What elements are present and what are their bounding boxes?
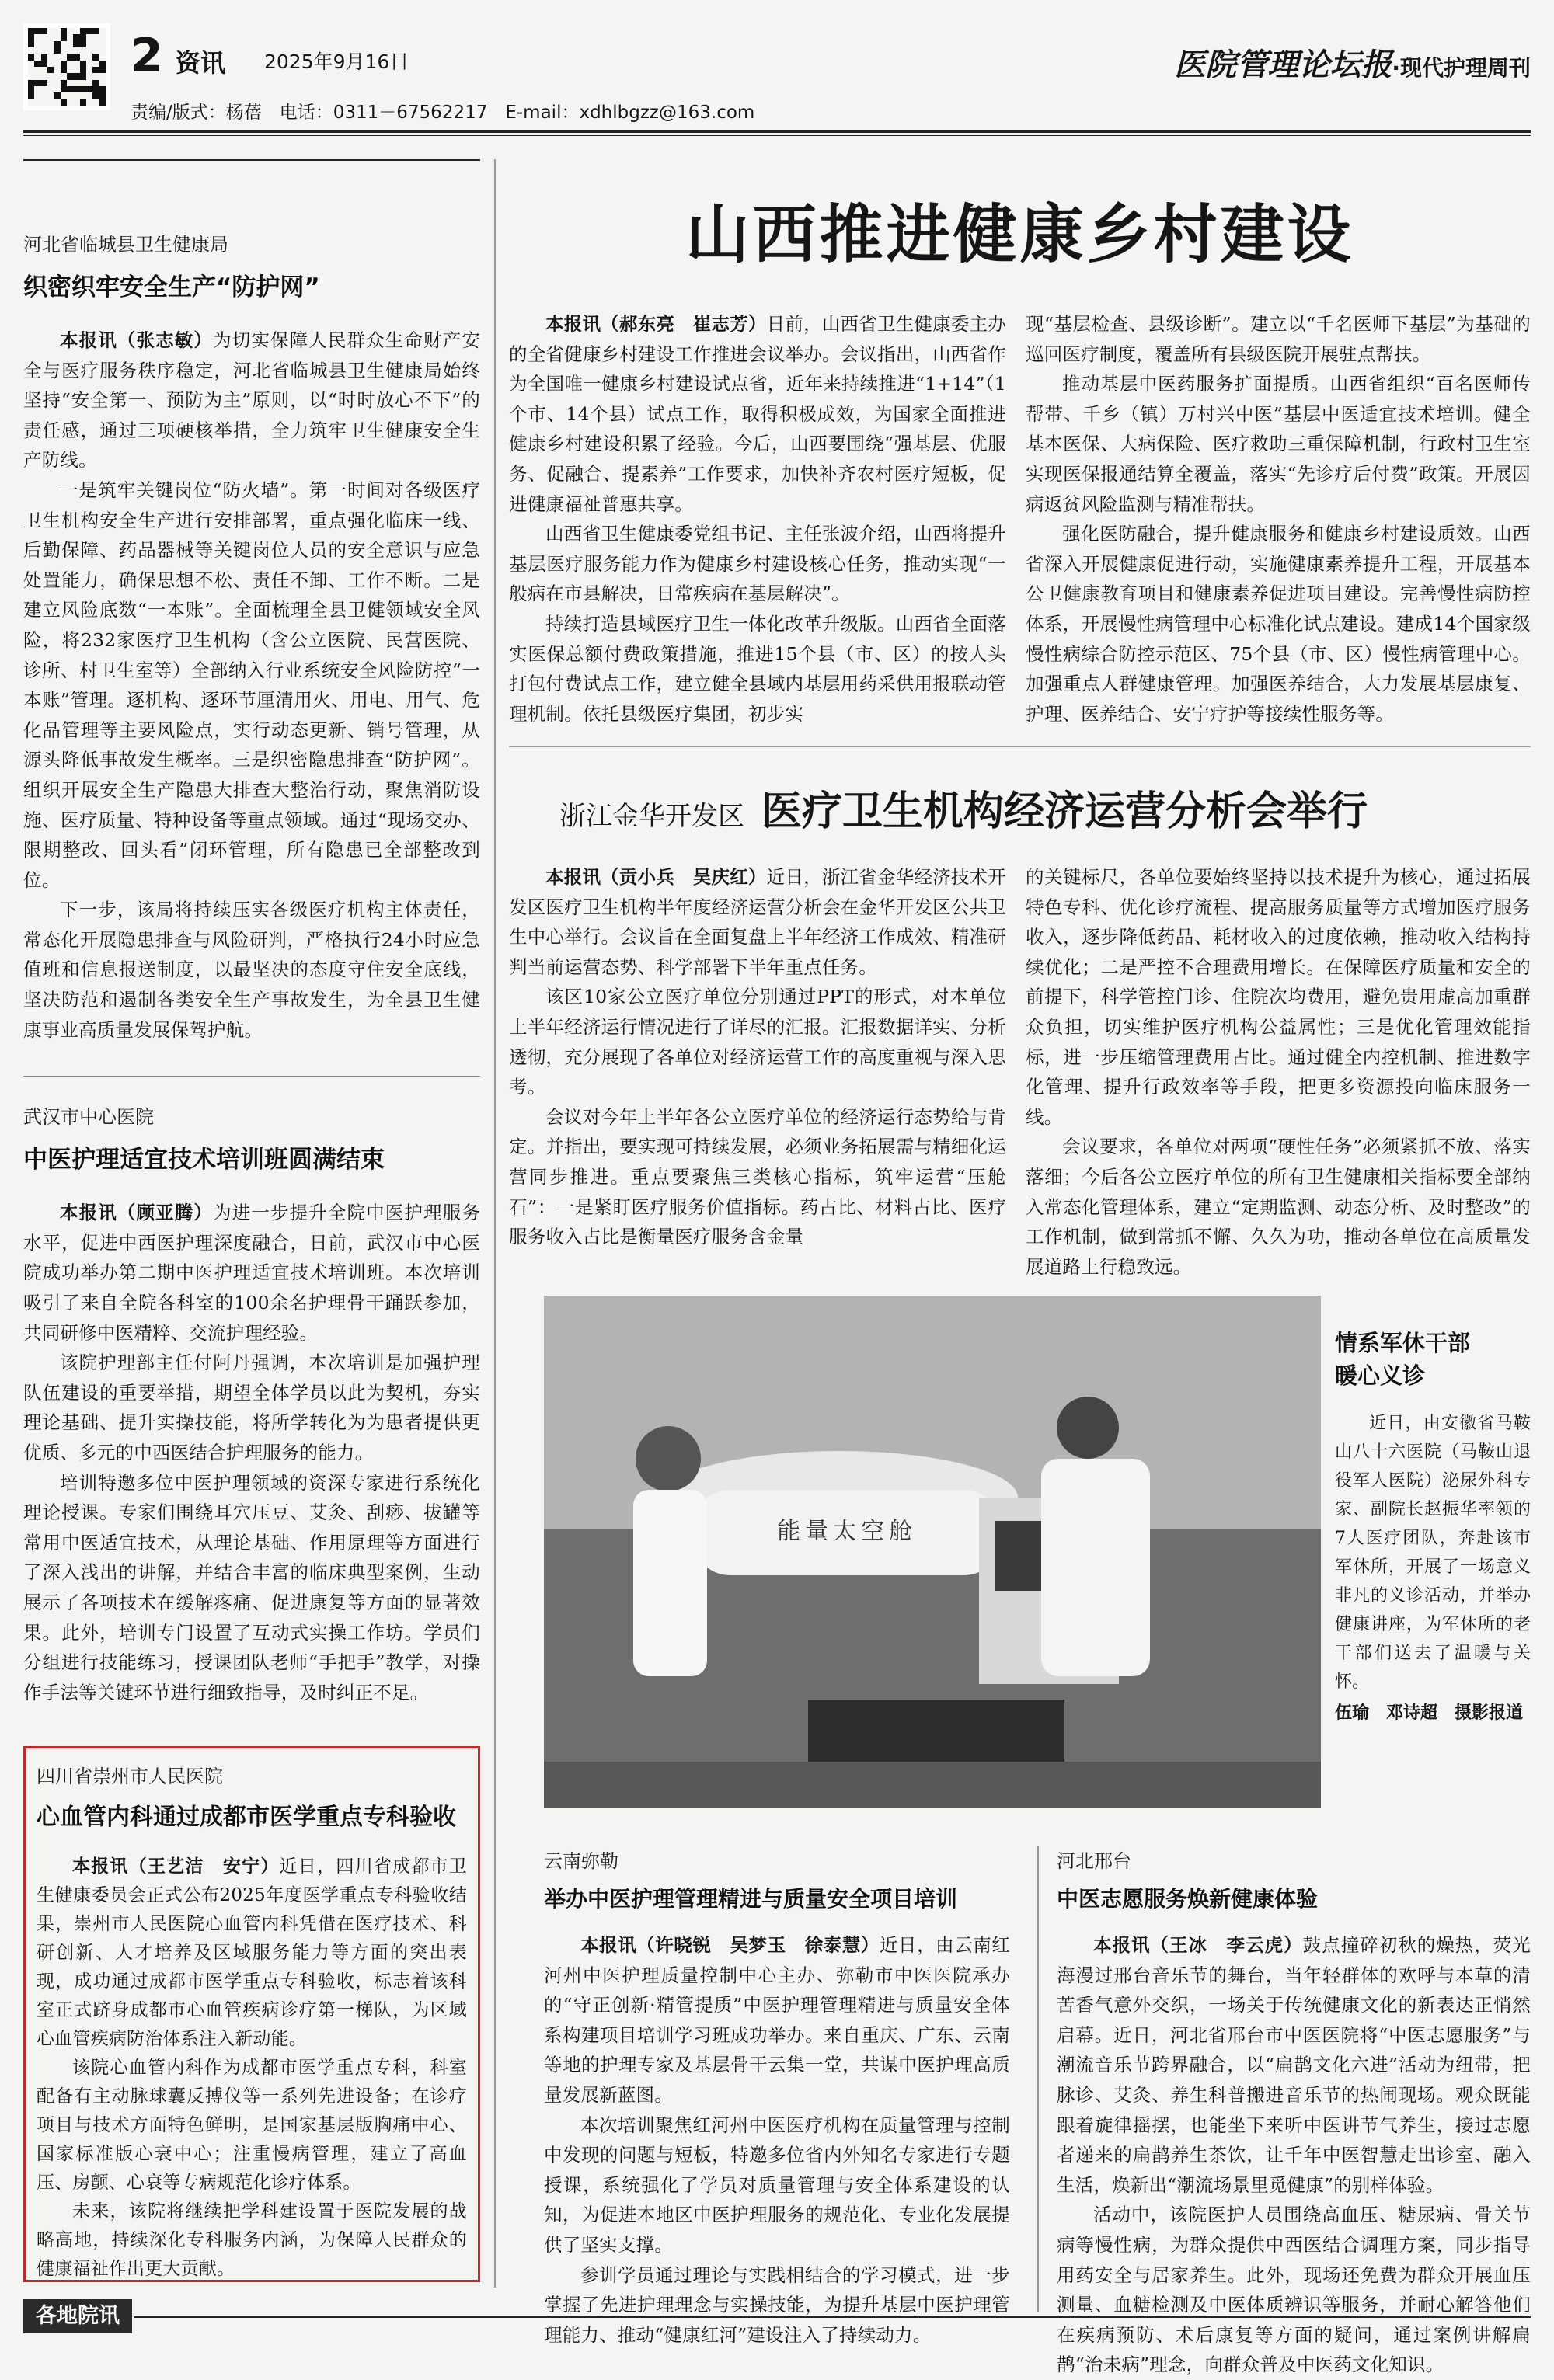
- second-article-col2: [1026, 862, 1531, 1282]
- paragraph: 持续打造县域医疗卫生一体化改革升级版。山西省全面落实医保总额付费政策措施，推进15个县（市、区）的按人头打包付费试点工作，建立健全县域内基层用药采供用报联动管理机制。依托县级医疗集团，初步实: [509, 612, 1006, 725]
- paragraph: 培训特邀多位中医护理领域的资深专家进行系统化理论授课。专家们围绕耳穴压豆、艾灸、刮痧、拔罐等常用中医适宜技术，从理论基础、作用原理等方面进行了深入浅出的讲解，并结合丰富的临床典型案例，生动展示了各项技术在缓解疼痛、促进康复等方面的显著效果。此外，培训专门设置了互动式实操工作坊。学员们分组进行技能练习，授课团队老师“手把手”教学，对操作手法等关键环节进行细致指导，及时纠正不足。: [23, 1471, 480, 1703]
- paragraph: 推动基层中医药服务扩面提质。山西省组织“百名医师传帮带、千乡（镇）万村兴中医”基层中医适宜技术培训。健全基本医保、大病保险、医疗救助三重保障机制，行政村卫生室实现医保报通结算全覆盖，落实“先诊疗后付费”政策。开展因病返贫风险监测与精准帮扶。: [1026, 373, 1531, 515]
- news-photo: [544, 1296, 1321, 1808]
- main-article-col1: [509, 309, 1006, 729]
- page-number: 2: [131, 29, 163, 83]
- column-divider: [494, 159, 496, 2288]
- caption-title: 情系军休干部: [1335, 1330, 1471, 1356]
- paragraph: 未来，该院将继续把学科建设置于医院发展的战略高地，持续深化专科服务内涵，为保障人民群众的健康福祉作出更大贡献。: [37, 2201, 467, 2279]
- paragraph: 会议对今年上半年各公立医疗单位的经济运行态势给与肯定。并指出，要实现可持续发展，必须业务拓展需与精细化运营同步推进。重点要聚焦三类核心指标，筑牢运营“压舱石”：一是紧盯医疗服务价值指标。药占比、材料占比、医疗服务收入占比是衡量医疗服务含金量: [509, 1105, 1006, 1248]
- article-kicker: 武汉市中心医院: [23, 1106, 154, 1129]
- second-article-col1: [509, 862, 1006, 1252]
- masthead-subtitle: ·现代护理周刊: [1392, 55, 1531, 81]
- section-name: 资讯: [176, 48, 226, 78]
- issue-date: 2025年9月16日: [264, 50, 409, 73]
- article-body: [37, 1852, 467, 2284]
- article-title: 举办中医护理管理精进与质量安全项目培训: [544, 1886, 958, 1912]
- paragraph: 强化医防融合，提升健康服务和健康乡村建设质效。山西省深入开展健康促进行动，实施健康素养提升工程，开展基本公卫健康教育项目和健康素养促进项目建设。完善慢性病防控体系，开展慢性病管理中心标准化试点建设。建成14个国家级慢性病综合防控示范区、75个县（市、区）慢性病管理中心。加强重点人群健康管理。加强医养结合，大力发展基层康复、护理、医养结合、安宁疗护等接续性服务等。: [1026, 523, 1531, 725]
- capsule-sign: 能量太空舱: [777, 1518, 917, 1545]
- section-rule: [23, 159, 480, 161]
- paragraph: 的关键标尺，各单位要始终坚持以技术提升为核心，通过拓展特色专科、优化诊疗流程、提高服务质量等方式增加医疗服务收入，逐步降低药品、耗材收入的过度依赖，推动收入结构持续优化；二是严控不合理费用增长。在保障医疗质量和安全的前提下，科学管控门诊、住院次均费用，避免贵用虚高加重群众负担，切实维护医疗机构公益属性；三是优化管理效能指标，进一步压缩管理费用占比。通过健全内控机制、推进数字化管理、提升行政效率等手段，把更多资源投向临床服务一线。: [1026, 866, 1531, 1128]
- article-title: 织密织牢安全生产“防护网”: [23, 273, 320, 301]
- article-title: 中医护理适宜技术培训班圆满结束: [23, 1146, 385, 1174]
- photo-caption-block: [1335, 1327, 1531, 1728]
- boxed-article: [23, 1746, 480, 2282]
- article-kicker: 河北省临城县卫生健康局: [23, 234, 228, 256]
- paragraph: 本报讯（张志敏）为切实保障人民群众生命财产安全与医疗服务秩序稳定，河北省临城县卫生健康局始终坚持“安全第一、预防为主”原则，以“时时放心不下”的责任感，通过三项硬核举措，全力筑牢卫生健康安全生产防线。: [23, 329, 480, 471]
- article-title: 心血管内科通过成都市医学重点专科验收: [37, 1804, 456, 1831]
- main-headline: 山西推进健康乡村建设: [685, 197, 1354, 272]
- article-kicker: 河北邢台: [1057, 1850, 1131, 1872]
- article-kicker: 云南弥勒: [544, 1850, 618, 1872]
- paragraph: 本报讯（郝东亮 崔志芳）日前，山西省卫生健康委主办的全省健康乡村建设工作推进会议举办。会议指出，山西省作为全国唯一健康乡村建设试点省，近年来持续推进“1+14”（1个市、14个县）试点工作，取得积极成效，为国家全面推进健康乡村建设积累了经验。今后，山西要围绕“强基层、优服务、促融合、提素养”工作要求，加快补齐农村医疗短板，促进健康福祉普惠共享。: [509, 313, 1006, 515]
- header-rule-top: [23, 130, 1531, 133]
- paragraph: 该区10家公立医疗单位分别通过PPT的形式，对本单位上半年经济运行情况进行了详尽的汇报。汇报数据详实、分析透彻，充分展现了各单位对经济运营工作的高度重视与深入思考。: [509, 986, 1006, 1098]
- masthead-title: 医院管理论坛报: [1174, 47, 1392, 83]
- paragraph: 参训学员通过理论与实践相结合的学习模式，进一步掌握了先进护理理念与实操技能，为提升基层中医护理管理能力、推动“健康红河”建设注入了持续动力。: [544, 2263, 1010, 2346]
- divider: [509, 746, 1531, 747]
- paragraph: 本报讯（贡小兵 吴庆红）近日，浙江省金华经济技术开发区医疗卫生机构半年度经济运营分析会在金华开发区公共卫生中心举行。会议旨在全面复盘上半年经济工作成效、精准研判当前运营态势、科学部署下半年重点任务。: [509, 866, 1006, 978]
- article-title: 中医志愿服务焕新健康体验: [1057, 1886, 1319, 1912]
- photo-credit: 伍瑜 邓诗超 摄影报道: [1335, 1703, 1524, 1723]
- paragraph: 该院心血管内科作为成都市医学重点专科，科室配备有主动脉球囊反搏仪等一系列先进设备；在诊疗项目与技术方面特色鲜明，是国家基层版胸痛中心、国家标准版心衰中心；注重慢病管理，建立了高血压、房颤、心衰等专病规范化诊疗体系。: [37, 2058, 467, 2193]
- paragraph: 会议要求，各单位对两项“硬性任务”必须紧抓不放、落实落细；今后各公立医疗单位的所有卫生健康相关指标要全部纳入常态化管理体系，建立“定期监测、动态分析、及时整改”的工作机制，做到常抓不懈、久久为功，推动各单位在高质量发展道路上行稳致远。: [1026, 1136, 1531, 1278]
- bottom-article-1: [544, 1846, 1010, 2350]
- caption-title: 暖心义诊: [1335, 1362, 1426, 1389]
- paragraph: 本次培训聚焦红河州中医医疗机构在质量管理与控制中发现的问题与短板，特邀多位省内外知名专家进行专题授课，系统强化了学员对质量管理与安全体系建设的认知，为促进本地区中医护理服务的规范化、专业化发展提供了坚实支撑。: [544, 2114, 1010, 2256]
- article-kicker: 四川省崇州市人民医院: [37, 1766, 223, 1787]
- paragraph: 本报讯（王冰 李云虎）鼓点撞碎初秋的燥热，荧光海漫过邢台音乐节的舞台，当年轻群体的欢呼与本草的清苦香气意外交织，一场关于传统健康文化的新表达正悄然启幕。近日，河北省邢台市中医医院将“中医志愿服务”与潮流音乐节跨界融合，以“扁鹊文化六进”活动为纽带，把脉诊、艾灸、养生科普搬进音乐节的热闹现场。观众既能跟着旋律摇摆，也能坐下来听中医讲节气养生，接过志愿者递来的扁鹊养生茶饮，让千年中医智慧走出诊室、融入生活，焕新出“潮流场景里觅健康”的别样体验。: [1057, 1934, 1531, 2196]
- paragraph: 山西省卫生健康委党组书记、主任张波介绍，山西将提升基层医疗服务能力作为健康乡村建设核心任务，推动实现“一般病在市县解决，日常疾病在基层解决”。: [509, 523, 1006, 605]
- article-body: [23, 325, 480, 1045]
- photo-illustration: [544, 1296, 1321, 1808]
- header-rule-bottom: [23, 135, 1531, 136]
- qr-code: [23, 23, 110, 110]
- article-title: 医疗卫生机构经济运营分析会举行: [761, 788, 1368, 835]
- left-column: [23, 159, 480, 1707]
- paragraph: 本报讯（王艺洁 安宁）近日，四川省成都市卫生健康委员会正式公布2025年度医学重点专科验收结果，崇州市人民医院心血管内科凭借在医疗技术、科研创新、人才培养及区域服务能力等方面的突出表现，成功通过成都市医学重点专科验收，标志着该科室正式跻身成都市心血管疾病诊疗第一梯队，为区域心血管疾病防治体系注入新动能。: [37, 1856, 467, 2049]
- bottom-article-2: [1057, 1846, 1531, 2380]
- paragraph: 该院护理部主任付阿丹强调，本次培训是加强护理队伍建设的重要举措，期望全体学员以此为契机，夯实理论基础、提升实操技能，将所学转化为为患者提供更优质、多元的中西医结合护理服务的能力。: [23, 1352, 480, 1463]
- section-tag: [23, 2299, 132, 2333]
- editor-line: 责编/版式：杨蓓 电话：0311－67562217 E-mail：xdhlbgzz@163.com: [131, 103, 755, 123]
- paragraph: 本报讯（顾亚腾）为进一步提升全院中医护理服务水平，促进中西医护理深度融合，日前，武汉市中心医院成功举办第二期中医护理适宜技术培训班。本次培训吸引了来自全院各科室的100余名护理骨干踊跃参加，共同研修中医精粹、交流护理经验。: [23, 1202, 480, 1344]
- paragraph: 现“基层检查、县级诊断”。建立以“千名医师下基层”为基础的巡回医疗制度，覆盖所有县级医院开展驻点帮扶。: [1026, 313, 1531, 365]
- column-divider: [1037, 1846, 1039, 2312]
- masthead: [1174, 40, 1531, 85]
- second-headline: [559, 778, 1368, 837]
- article-body: [23, 1198, 480, 1707]
- paragraph: 一是筑牢关键岗位“防火墙”。第一时间对各级医疗卫生机构安全生产进行安排部署，重点强化临床一线、后勤保障、药品器械等关键岗位人员的安全意识与应急处置能力，确保思想不松、责任不卸、工作不断。二是建立风险底数“一本账”。全面梳理全县卫健领域安全风险，将232家医疗卫生机构（含公立医院、民营医院、诊所、村卫生室等）全部纳入行业系统安全风险防控“一本账”管理。逐机构、逐环节厘清用火、用电、用气、危化品管理等主要风险点，实行动态更新、销号管理，从源头降低事故发生概率。三是织密隐患排查“防护网”。组织开展安全生产隐患大排查大整治行动，聚焦消防设施、医疗质量、特种设备等重点领域。通过“现场交办、限期整改、回头看”闭环管理，所有隐患已全部整改到位。: [23, 478, 480, 891]
- paragraph: 活动中，该院医护人员围绕高血压、糖尿病、骨关节病等慢性病，为群众提供中西医结合调理方案，同步指导用药安全与居家养生。此外，现场还免费为群众开展血压测量、血糖检测及中医体质辨识等服务，并耐心解答他们在疾病预防、术后康复等方面的疑问，通过案例讲解扁鹊“治未病”理念，向群众普及中医药文化知识。: [1057, 2204, 1531, 2376]
- section-tag-label: 各地院讯: [36, 2304, 120, 2328]
- article-kicker: 浙江金华开发区: [559, 801, 744, 832]
- paragraph: 下一步，该局将持续压实各级医疗机构主体责任，常态化开展隐患排查与风险研判，严格执行24小时应急值班和信息报送制度，以最坚决的态度守住安全底线，坚决防范和遏制各类安全生产事故发生，为全县卫生健康事业高质量发展保驾护航。: [23, 899, 480, 1041]
- paragraph: 本报讯（许晓锐 吴梦玉 徐泰慧）近日，由云南红河州中医护理质量控制中心主办、弥勒市中医医院承办的“守正创新·精管提质”中医护理管理精进与质量安全体系构建项目培训学习班成功举办。来自重庆、广东、云南等地的护理专家及基层骨干云集一堂，共谋中医护理高质量发展新蓝图。: [544, 1934, 1011, 2106]
- caption-text: 近日，由安徽省马鞍山八十六医院（马鞍山退役军人医院）泌尿外科专家、副院长赵振华率领的7人医疗团队，奔赴该市军休所，开展了一场意义非凡的义诊活动，并举办健康讲座，为军休所的老干部们送去了温暖与关怀。: [1335, 1414, 1531, 1692]
- main-article-col2: [1026, 309, 1531, 729]
